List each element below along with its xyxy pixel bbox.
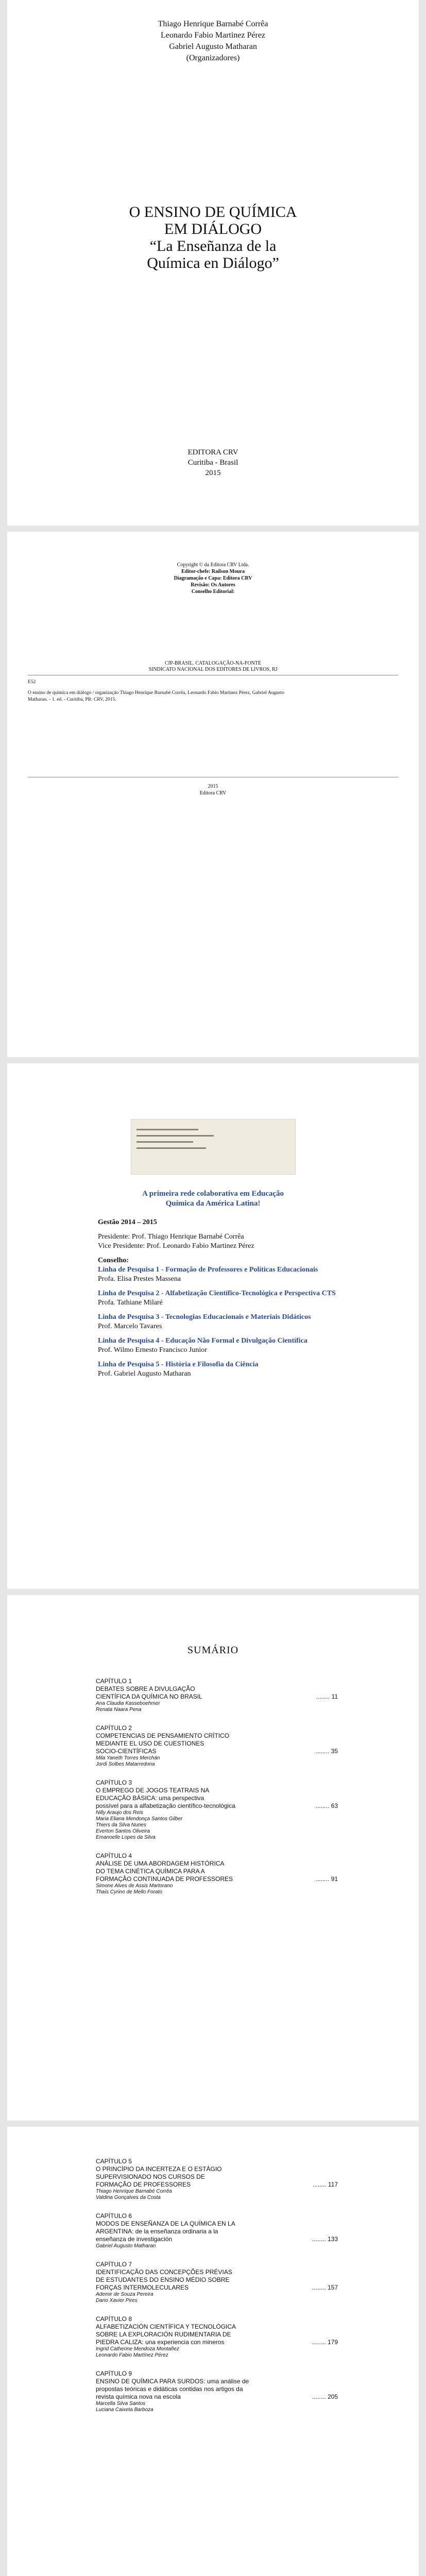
page-number: ........ 117 (312, 2181, 338, 2188)
chapter-title: FORMAÇÃO CONTINUADA DE PROFESSORES ........ 91 (96, 1875, 338, 1883)
publisher-name: EDITORA CRV (188, 448, 238, 456)
management-entry: Prof. Gabriel Augusto Matharan (98, 1370, 191, 1378)
network-page (7, 1063, 419, 1589)
research-line: Linha de Pesquisa 2 - Alfabetização Científico-Tecnológica e Perspectiva CTS (98, 1290, 336, 1297)
chapter-title: DEBATES SOBRE A DIVULGAÇÃO (96, 1685, 195, 1692)
toc-entry[interactable] (96, 1852, 338, 1895)
chapter-author: Ademir de Souza Pereira (96, 2292, 154, 2297)
page-number: ........ 205 (312, 2393, 338, 2400)
chapter-author: Jordi Solbes Matarredona (96, 1761, 155, 1767)
chapter-title: O EMPREGO DE JOGOS TEATRAIS NA (96, 1787, 210, 1794)
chapter-label: CAPÍTULO 3 (96, 1779, 132, 1786)
copyright-page (7, 532, 419, 1057)
management-entry (98, 1308, 345, 1313)
chapter-label: CAPÍTULO 6 (96, 2212, 132, 2219)
chief-editor: Editor-chefe: Railson Moura (181, 569, 245, 574)
cip-subheading: SINDICATO NACIONAL DOS EDITORES DE LIVROS, RJ (148, 667, 278, 672)
page-number: ........ 35 (315, 1748, 338, 1755)
logo-text-line (137, 1129, 198, 1130)
cip-code: E52 (28, 680, 36, 685)
management-list (98, 1218, 345, 1379)
management-entry: Presidente: Prof. Thiago Henrique Barnabé Corrêa (98, 1233, 244, 1241)
chapter-title: SUPERVISIONADO NOS CURSOS DE (96, 2173, 205, 2180)
organizers (7, 19, 419, 64)
logo-text-line (137, 1141, 193, 1143)
cip-heading: CIP-BRASIL. CATALOGAÇÃO-NA-FONTE (165, 660, 261, 666)
chapter-author: Dario Xavier Pires (96, 2298, 138, 2303)
cip-line: Matharan. - 1. ed. - Curitiba, PR: CRV, 2015. (28, 697, 116, 702)
table-of-contents (96, 2158, 338, 2425)
toc-entry[interactable] (96, 2370, 338, 2413)
summary-page-continued (7, 2127, 419, 2576)
cip-header (7, 660, 419, 673)
summary-page (7, 1595, 419, 2121)
chapter-label: CAPÍTULO 5 (96, 2158, 132, 2165)
management-entry: Conselho: (98, 1257, 129, 1264)
toc-entry[interactable] (96, 1724, 338, 1768)
management-entry: Profa. Tathiane Milaré (98, 1299, 163, 1307)
headline-line: A primeira rede colaborativa em Educação (142, 1190, 284, 1198)
chapter-author: Gabriel Augusto Matharan (96, 2243, 156, 2249)
organizer-name: Thiago Henrique Barnabé Corrêa (158, 20, 268, 28)
cdd-table (28, 747, 399, 751)
chapter-title: ANÁLISE DE UMA ABORDAGEM HISTÓRICA (96, 1860, 225, 1867)
chapter-title: enseñanza de investigación ........ 133 (96, 2235, 338, 2243)
chapter-title: MODOS DE ENSEÑANZA DE LA QUÍMICA EN LA (96, 2220, 235, 2227)
chapter-title: CIENTÍFICA DA QUÍMICA NO BRASIL ........ 11 (96, 1693, 338, 1700)
page-number: ........ 91 (315, 1875, 338, 1883)
chapter-title: ARGENTINA: de la enseñanza ordinaria a la (96, 2228, 218, 2235)
page-number: ........ 179 (312, 2338, 338, 2346)
chapter-title: MEDIANTE EL USO DE CUESTIONES (96, 1740, 205, 1747)
chapter-title: FORÇAS INTERMOLECULARES ........ 157 (96, 2284, 338, 2291)
chapter-author: Nilly Araujo dos Reis (96, 1810, 143, 1816)
management-entry: Gestão 2014 – 2015 (98, 1218, 157, 1226)
cip-line: O ensino de química em diálogo / organização Thiago Henrique Barnabé Corrêa, Leonardo Fabio Martinez Pérez, Gabriel Augusto (28, 690, 284, 696)
publisher-imprint (7, 447, 419, 478)
chapter-title: FORMAÇÃO DE PROFESSORES ........ 117 (96, 2181, 338, 2188)
organizer-name: Gabriel Augusto Matharan (169, 42, 257, 51)
publication-year: 2015 (205, 469, 221, 477)
management-entry (98, 1331, 345, 1336)
chapter-title: DE ESTUDANTES DO ENSINO MÉDIO SOBRE (96, 2276, 230, 2283)
summary-heading: SUMÁRIO (187, 1645, 239, 1656)
chapter-author: Marcella Silva Santos (96, 2401, 146, 2406)
chapter-label: CAPÍTULO 2 (96, 1724, 132, 1732)
chapter-title: COMPETENCIAS DE PENSAMIENTO CRÍTICO (96, 1732, 230, 1739)
design-credit: Diagramação e Capa: Editora CRV (174, 575, 252, 581)
management-entry: Prof. Marcelo Tavares (98, 1323, 162, 1330)
toc-entry[interactable] (96, 2261, 338, 2304)
book-title-line: “La Enseñanza de la (149, 238, 277, 255)
title-page (7, 0, 419, 526)
chapter-title: EDUCAÇÃO BÁSICA: uma perspectiva (96, 1794, 205, 1802)
management-entry: Vice Presidente: Prof. Leonardo Fabio Martinez Pérez (98, 1242, 254, 1250)
toc-entry[interactable] (96, 2212, 338, 2249)
toc-entry[interactable] (96, 2158, 338, 2201)
book-title (7, 204, 419, 272)
chapter-title: PIEDRA CALIZA: una experiencia con mineros ........ 179 (96, 2338, 338, 2346)
organizer-note: (Organizadores) (186, 54, 240, 62)
copyright-credits (7, 562, 419, 595)
chapter-title: propostas teóricas e didáticas contidas nos artigos da (96, 2385, 243, 2393)
chapter-title: DO TEMA CINÉTICA QUÍMICA PARA A (96, 1868, 205, 1875)
chapter-label: CAPÍTULO 8 (96, 2315, 132, 2323)
chapter-author: Ingrid Catherine Mendoza Montañez (96, 2346, 179, 2352)
chapter-author: Thiago Henrique Barnabé Corrêa (96, 2189, 172, 2194)
management-entry (98, 1251, 345, 1256)
chapter-author: Thaís Cyrino de Mello Forato (96, 1889, 162, 1895)
table-of-contents (96, 1677, 338, 1907)
management-entry: Profa. Elisa Prestes Massena (98, 1275, 181, 1283)
organizer-name: Leonardo Fabio Martinez Pérez (160, 31, 266, 40)
page-number: ........ 11 (316, 1693, 338, 1700)
publisher-city: Curitiba - Brasil (188, 459, 238, 467)
chapter-author: Everton Santos Oliveira (96, 1828, 150, 1834)
chapter-author: Renata Naara Pena (96, 1707, 142, 1713)
chapter-title: ALFABETIZACIÓN CIENTÍFICA Y TECNOLÓGICA (96, 2323, 236, 2330)
chapter-label: CAPÍTULO 7 (96, 2261, 132, 2268)
footer-line: 2015 (208, 784, 218, 789)
page-number: ........ 133 (312, 2235, 338, 2243)
management-entry: Prof. Wilmo Ernesto Francisco Junior (98, 1346, 207, 1354)
book-title-line: EM DIÁLOGO (164, 221, 262, 238)
chapter-title: IDENTIFICAÇÃO DAS CONCEPÇÕES PRÉVIAS (96, 2268, 232, 2276)
copyright-line: Copyright © da Editora CRV Ltda. (177, 562, 249, 568)
book-title-line: Química en Diálogo” (147, 255, 279, 272)
copyright-footer (7, 783, 419, 796)
logo-text-line (137, 1147, 206, 1149)
toc-entry[interactable] (96, 2315, 338, 2359)
headline-line: Química da América Latina! (165, 1199, 261, 1208)
board-heading: Conselho Editorial: (191, 589, 235, 595)
page-number: ........ 157 (312, 2284, 338, 2291)
chapter-author: Emanoelle Lopes da Silva (96, 1835, 156, 1840)
research-line: Linha de Pesquisa 5 - História e Filosofia da Ciência (98, 1361, 259, 1368)
research-line: Linha de Pesquisa 1 - Formação de Professores e Políticas Educacionais (98, 1266, 318, 1274)
toc-entry[interactable] (96, 1677, 338, 1713)
chapter-author: Valdina Gonçalves da Costa (96, 2195, 161, 2200)
network-headline (7, 1189, 419, 1209)
chapter-label: CAPÍTULO 9 (96, 2370, 132, 2377)
page-number: ........ 63 (315, 1802, 338, 1809)
book-title-line: O ENSINO DE QUÍMICA (129, 204, 297, 221)
chapter-author: Luciana Caixeta Barboza (96, 2407, 154, 2413)
research-line: Linha de Pesquisa 4 - Educação Não Formal e Divulgação Científica (98, 1337, 308, 1345)
chapter-title: revista química nova na escola ........ 205 (96, 2393, 338, 2400)
chapter-label: CAPÍTULO 4 (96, 1852, 132, 1859)
management-entry (98, 1284, 345, 1289)
chapter-author: Maria Eliana Mendonça Santos Gilber (96, 1816, 183, 1822)
toc-entry[interactable] (96, 1779, 338, 1841)
chapter-author: Mila Yaneth Torres Merchán (96, 1755, 160, 1761)
footer-line: Editora CRV (199, 790, 227, 796)
chapter-author: Ana Claudia Kasseboehmer (96, 1701, 160, 1706)
network-logo-card (131, 1119, 296, 1175)
chapter-label: CAPÍTULO 1 (96, 1677, 132, 1685)
chapter-title: ENSINO DE QUÍMICA PARA SURDOS: uma análise de (96, 2378, 249, 2385)
management-entry (98, 1227, 345, 1232)
logo-text-line (137, 1135, 214, 1137)
chapter-title: SOBRE LA EXPLORACIÓN RUDIMENTARIA DE (96, 2331, 231, 2338)
chapter-author: Thiers da Silva Nunes (96, 1822, 146, 1828)
chapter-title: O PRINCÍPIO DA INCERTEZA E O ESTÁGIO (96, 2165, 222, 2173)
revision-credit: Revisão: Os Autores (191, 582, 235, 588)
chapter-author: Leonardo Fabio Martínez Pérez (96, 2352, 168, 2358)
research-line: Linha de Pesquisa 3 - Tecnologias Educacionais e Materiais Didáticos (98, 1313, 311, 1321)
cip-record (28, 679, 399, 709)
chapter-title: SOCIO-CIENTÍFICAS ........ 35 (96, 1748, 338, 1755)
chapter-title: possível para a alfabetização científico-tecnológica ........ 63 (96, 1802, 338, 1809)
management-entry (98, 1355, 345, 1360)
chapter-author: Simone Alves de Assis Martorano (96, 1883, 173, 1889)
